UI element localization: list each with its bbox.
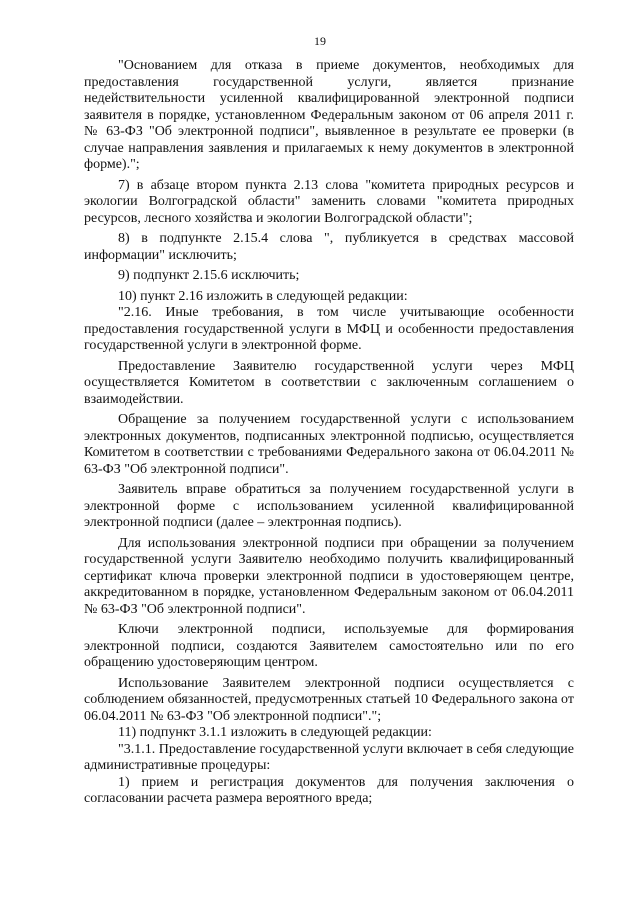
paragraph-item-9: 9) подпункт 2.15.6 исключить; [118,268,300,283]
paragraph-electronic-documents: Обращение за получением государственной услуги с использованием электронных документов, подписанных электронной подписью, осуществляется Комитетом в соответствии с требованиями Федерального закона от 06.04.2011 № 63-ФЗ "Об электронной подписи". [84,412,574,477]
paragraph-mfc: Предоставление Заявителю государственной услуги через МФЦ осуществляется Комитетом в соответствии с заключенным соглашением о взаимодействии. [84,358,574,407]
paragraph-refusal-grounds: "Основанием для отказа в приеме документов, необходимых для предоставления государственной услуги, является признание недействительности усиленной квалифицированной электронной подписи заявителя в порядке, установленном Федеральным законом от 06 апреля 2011 г. № 63-ФЗ "Об электронной подписи", выявленное в результате ее проверки (в случае направления заявления и прилагаемых к нему документов в электронной форме)."; [84,58,574,172]
paragraph-certificate: Для использования электронной подписи при обращении за получением государственной услуги Заявителю необходимо получить квалифицированный сертификат ключа проверки электронной подписи в удостоверяющем центре, аккредитованном в порядке, установленном Федеральным законом от 06.04.2011 № 63-ФЗ "Об электронной подписи". [84,535,574,617]
document-body [84,58,574,808]
paragraph-procedure-1: 1) прием и регистрация документов для получения заключения о согласовании расчета размера вероятного вреда; [84,774,574,806]
paragraph-signature-use: Использование Заявителем электронной подписи осуществляется с соблюдением обязанностей, предусмотренных статьей 10 Федерального закона от 06.04.2011 № 63-ФЗ "Об электронной подписи"."; [84,675,574,724]
paragraph-item-11: 11) подпункт 3.1.1 изложить в следующей редакции: [118,725,432,740]
paragraph-item-10: 10) пункт 2.16 изложить в следующей редакции: [118,288,408,304]
page-number: 19 [314,34,326,48]
paragraph-item-8: 8) в подпункте 2.15.4 слова ", публикуется в средствах массовой информации" исключить; [84,231,574,263]
paragraph-3-1-1: "3.1.1. Предоставление государственной услуги включает в себя следующие административные процедуры: [84,741,574,773]
paragraph-item-7: 7) в абзаце втором пункта 2.13 слова "комитета природных ресурсов и экологии Волгоградской области" заменить словами "комитета природных ресурсов, лесного хозяйства и экологии Волгоградской области"; [84,177,574,226]
paragraph-applicant-right: Заявитель вправе обратиться за получением государственной услуги в электронной форме с использованием усиленной квалифицированной электронной подписи (далее – электронная подпись). [84,482,574,530]
paragraph-2-16: "2.16. Иные требования, в том числе учитывающие особенности предоставления государственной услуги в МФЦ и особенности предоставления государственной услуги в электронной форме. [84,305,574,353]
paragraph-signature-keys: Ключи электронной подписи, используемые для формирования электронной подписи, создаются Заявителем самостоятельно или по его обращению удостоверяющим центром. [84,622,574,670]
